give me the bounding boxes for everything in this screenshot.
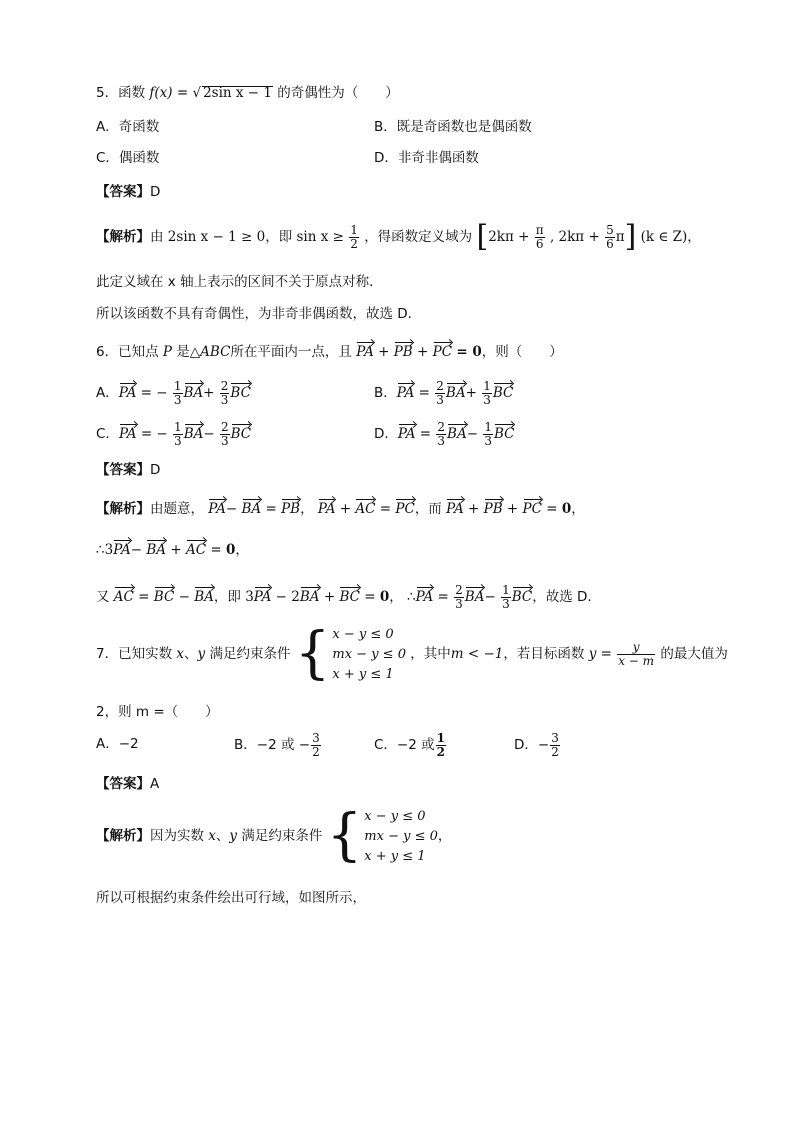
q6-option-a[interactable]: A．PA = − $\frac{1}{3}$ BA+ $\frac{2}{3}$ BC — [96, 379, 251, 407]
q6-analysis-line2: ∴3PA− BA + AC = 0， — [96, 542, 249, 558]
q6-option-b[interactable]: B．PA = $\frac{2}{3}$ BA+ $\frac{1}{3}$ BC — [374, 379, 514, 407]
q6-option-d[interactable]: D．PA = $\frac{2}{3}$ BA− $\frac{1}{3}$ BC — [374, 420, 515, 448]
q7-option-a[interactable]: A．−2 — [96, 736, 139, 752]
q7-option-d[interactable]: D．− $\frac{3}{2}$ — [514, 731, 559, 759]
q7-option-c[interactable]: C．−2 或 $\frac{1}{2}$ — [374, 731, 445, 759]
q5-radicand: 2sin x − 1 — [203, 85, 272, 101]
q5-option-b[interactable]: B．既是奇函数也是偶函数 — [374, 119, 532, 135]
q5-analysis-line3: 所以该函数不具有奇偶性，为非奇非偶函数，故选 D． — [96, 306, 422, 322]
q5-analysis: 【解析】由 2sin x − 1 ≥ 0，即 sin x ≥ $\frac{1}{2}$ ，得函数定义域为 [2kπ + $\frac{\pi}{6}$ , 2kπ + $\frac{5}{6}$ π] (k ∈ Z)， — [96, 219, 701, 254]
q7-constraint-system: { x − y ≤ 0 mx − y ≤ 0 x + y ≤ 1 — [294, 621, 406, 686]
q6-analysis-line3: 又 AC = BC − BA，即 3PA − 2BA + BC = 0， ∴PA = $\frac{2}{3}$ BA− $\frac{1}{3}$ BC，故选 D． — [96, 583, 601, 611]
q5-fx: f(x) — [149, 85, 173, 101]
q5-option-c[interactable]: C．偶函数 — [96, 150, 160, 166]
q5-analysis-line2: 此定义域在 x 轴上表示的区间不关于原点对称． — [96, 274, 383, 290]
q7-option-b[interactable]: B．−2 或 − $\frac{3}{2}$ — [234, 731, 320, 759]
q6-option-c[interactable]: C．PA = − $\frac{1}{3}$ BA− $\frac{2}{3}$ BC — [96, 420, 252, 448]
q5-answer: 【答案】D — [96, 184, 161, 200]
q7-analysis: 【解析】因为实数 x、y 满足约束条件 { x − y ≤ 0 mx − y ≤ 0 x + y ≤ 1 ， — [96, 803, 452, 868]
q6-analysis: 【解析】由题意， PA− BA = PB， PA + AC = PC，而 PA + PB + PC = 0， — [96, 501, 585, 517]
q5-option-d[interactable]: D．非奇非偶函数 — [374, 150, 479, 166]
q7-stem-line2: 2，则 m =（ ） — [96, 704, 219, 720]
q5-option-a[interactable]: A．奇函数 — [96, 119, 160, 135]
q7-analysis-constraints: { x − y ≤ 0 mx − y ≤ 0 x + y ≤ 1 — [326, 803, 438, 868]
q7-analysis-line2: 所以可根据约束条件绘出可行域，如图所示， — [96, 890, 366, 906]
q6-answer: 【答案】D — [96, 462, 161, 478]
q5-stem: 5．函数 f(x) = √ 2sin x − 1 的奇偶性为（ ） — [96, 85, 399, 101]
q7-answer: 【答案】A — [96, 776, 160, 792]
q7-stem: 7．已知实数 x、y 满足约束条件 { x − y ≤ 0 mx − y ≤ 0 x + y ≤ 1 ，其中m < −1，若目标函数 y = $\frac{y}{x - m}$ 的最大值为 — [96, 621, 728, 686]
q6-stem: 6．已知点 P 是△ABC所在平面内一点，且 PA + PB + PC = 0，则（ ） — [96, 344, 563, 360]
